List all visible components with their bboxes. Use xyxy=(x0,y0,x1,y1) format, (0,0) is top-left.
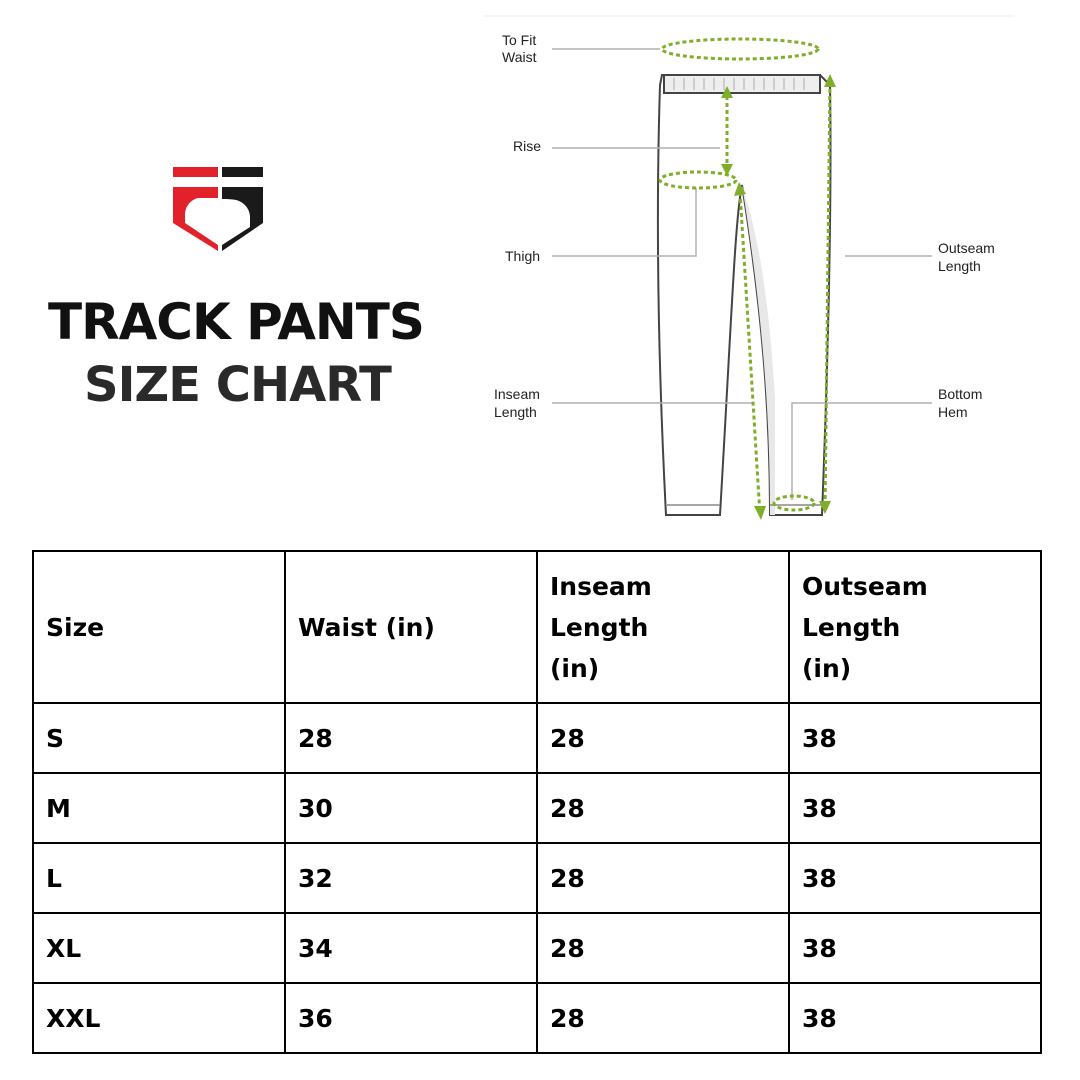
cell-size: XXL xyxy=(33,983,285,1053)
page-title xyxy=(48,290,468,416)
logo-black-part xyxy=(222,167,263,251)
header-inseam: Inseam Length (in) xyxy=(537,551,789,703)
cell-waist: 32 xyxy=(285,843,537,913)
cell-inseam: 28 xyxy=(537,773,789,843)
cell-outseam: 38 xyxy=(789,703,1041,773)
cell-size: S xyxy=(33,703,285,773)
cell-waist: 34 xyxy=(285,913,537,983)
header-waist: Waist (in) xyxy=(285,551,537,703)
table-header-row xyxy=(33,551,1041,703)
table-row xyxy=(33,773,1041,843)
title-line-1: TRACK PANTS xyxy=(48,293,424,351)
label-rise: Rise xyxy=(513,138,542,154)
cell-outseam: 38 xyxy=(789,773,1041,843)
label-bottom-hem: Bottom Hem xyxy=(938,386,983,420)
cell-inseam: 28 xyxy=(537,983,789,1053)
cell-outseam: 38 xyxy=(789,843,1041,913)
table-row xyxy=(33,703,1041,773)
logo-red-part xyxy=(173,167,218,251)
cell-outseam: 38 xyxy=(789,913,1041,983)
cell-size: M xyxy=(33,773,285,843)
cell-inseam: 28 xyxy=(537,703,789,773)
cell-waist: 36 xyxy=(285,983,537,1053)
label-thigh: Thigh xyxy=(505,248,541,264)
label-waist: To Fit Waist xyxy=(502,32,537,65)
cell-waist: 30 xyxy=(285,773,537,843)
cell-inseam: 28 xyxy=(537,913,789,983)
brand-logo-icon xyxy=(170,165,266,253)
size-chart-table xyxy=(32,550,1042,1054)
table-row xyxy=(33,843,1041,913)
cell-outseam: 38 xyxy=(789,983,1041,1053)
header-size: Size xyxy=(33,551,285,703)
label-inseam: Inseam Length xyxy=(494,386,540,420)
cell-waist: 28 xyxy=(285,703,537,773)
table-row xyxy=(33,913,1041,983)
cell-size: L xyxy=(33,843,285,913)
title-line-2: SIZE CHART xyxy=(84,357,391,413)
table-row xyxy=(33,983,1041,1053)
header-outseam: Outseam Length (in) xyxy=(789,551,1041,703)
label-outseam: Outseam Length xyxy=(938,240,995,274)
measurement-diagram xyxy=(470,10,1030,540)
pants-waistband xyxy=(664,75,820,93)
cell-size: XL xyxy=(33,913,285,983)
cell-inseam: 28 xyxy=(537,843,789,913)
